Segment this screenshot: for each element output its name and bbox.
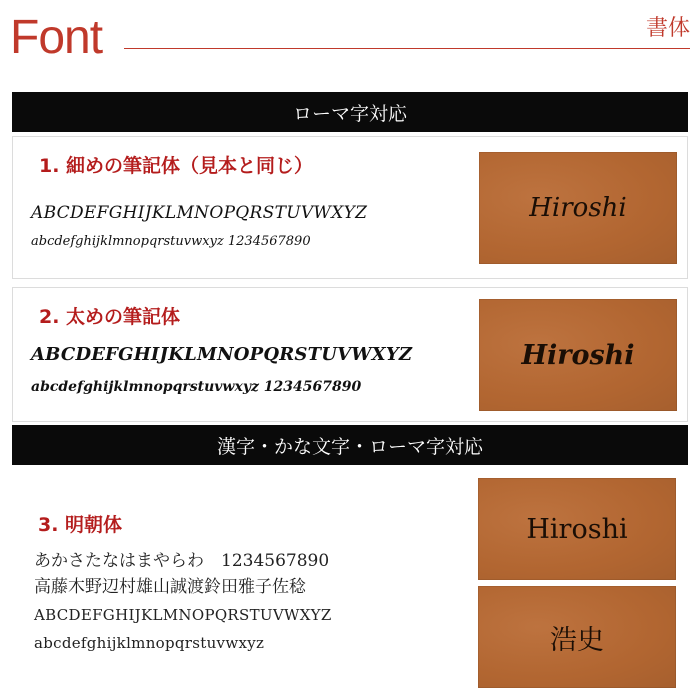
leather-sample-kanji <box>478 586 676 688</box>
sample-kanji: 高藤木野辺村雄山誠渡鈴田雅子佐稔 <box>34 577 306 597</box>
header-title: Font <box>10 11 103 64</box>
font-title: 3. 明朝体 <box>38 514 123 536</box>
leather-sample <box>479 152 677 264</box>
leather-sample-romaji <box>478 478 676 580</box>
sample-uppercase: ABCDEFGHIJKLMNOPQRSTUVWXYZ <box>34 606 332 624</box>
sample-kana: あかさたなはまやらわ 1234567890 <box>34 551 330 571</box>
sample-uppercase: ABCDEFGHIJKLMNOPQRSTUVWXYZ <box>31 344 413 365</box>
leather-sample <box>479 299 677 411</box>
sample-lowercase: abcdefghijklmnopqrstuvwxyz 1234567890 <box>31 234 311 249</box>
sample-uppercase: ABCDEFGHIJKLMNOPQRSTUVWXYZ <box>31 203 368 223</box>
leather-sample-text: Hiroshi <box>529 193 627 223</box>
sample-lowercase: abcdefghijklmnopqrstuvwxyz 1234567890 <box>31 379 362 395</box>
section-bar-kanji-kana-romaji: 漢字・かな文字・ローマ字対応 <box>12 425 688 465</box>
section-bar-romaji: ローマ字対応 <box>12 92 688 132</box>
leather-sample-text: Hiroshi <box>526 513 628 545</box>
font-panel-mincho <box>12 468 688 696</box>
leather-sample-text: 浩史 <box>550 624 604 656</box>
font-panel-bold-script <box>12 287 688 422</box>
header-subtitle: 書体 <box>645 16 690 41</box>
font-title: 2. 太めの筆記体 <box>39 306 181 328</box>
font-title: 1. 細めの筆記体（見本と同じ） <box>39 155 314 177</box>
sample-lowercase: abcdefghijklmnopqrstuvwxyz <box>34 634 265 652</box>
leather-sample-text: Hiroshi <box>521 339 635 371</box>
font-panel-thin-script <box>12 136 688 279</box>
header-divider <box>124 48 690 49</box>
